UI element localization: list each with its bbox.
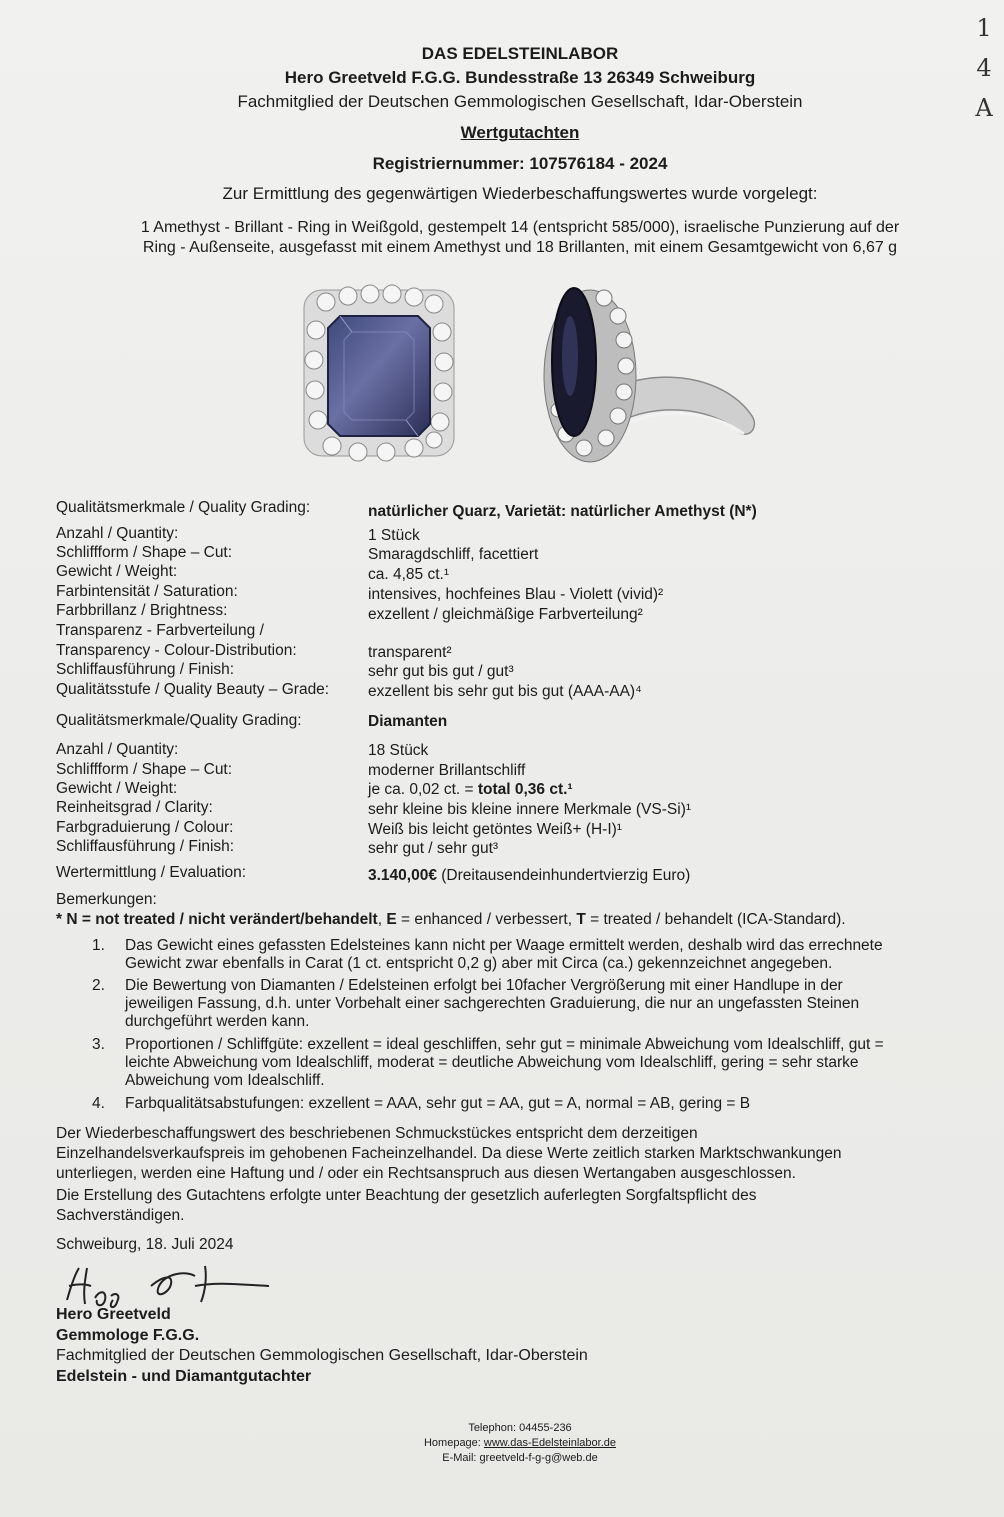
paragraph-line: unterliegen, werden eine Haftung und / oder ein Rechtsanspruch aus diesen Wertangaben ausgeschlossen. <box>56 1165 796 1182</box>
remark-line: jeweiligen Fassung, d.h. unter Vorbehalt einer sachgerechten Graduierung, die nur an ungefassten Steinen <box>125 995 860 1012</box>
footer-telephone: Telephon: 04455-236 <box>468 1422 572 1434</box>
margin-marks <box>964 8 1004 128</box>
homepage-link[interactable]: www.das-Edelsteinlabor.de <box>483 1437 616 1449</box>
remark-line: Farbqualitätsabstufungen: exzellent = AAA, sehr gut = AA, gut = A, normal = AB, gering = B <box>125 1095 751 1112</box>
paragraph-line: Die Erstellung des Gutachtens erfolgte unter Beachtung der gesetzlich auferlegten Sorgfaltspflicht des <box>56 1187 757 1204</box>
amethyst-row-label: Gewicht / Weight: <box>56 563 178 580</box>
amethyst-row-value: 1 Stück <box>368 527 420 544</box>
diamond-grading-value: Diamanten <box>368 713 448 730</box>
signer-name: Hero Greetveld <box>56 1306 171 1323</box>
amethyst-row-label: Schliffausführung / Finish: <box>56 661 235 678</box>
amethyst-row-label: Farbbrillanz / Brightness: <box>56 602 228 619</box>
margin-mark: A <box>975 94 993 122</box>
amethyst-row-label: Transparency - Colour-Distribution: <box>56 642 297 659</box>
registration-number: Registriernummer: 107576184 - 2024 <box>372 154 668 173</box>
remark-line: Das Gewicht eines gefassten Edelsteines kann nicht per Waage ermittelt werden, deshalb wird das errechnete <box>125 937 883 954</box>
remark-line: Die Bewertung von Diamanten / Edelsteinen erfolgt bei 10facher Vergrößerung mit einer Handlupe in der <box>125 977 843 994</box>
diamond-row-value: moderner Brillantschliff <box>368 762 526 779</box>
legend-e: E <box>386 911 397 928</box>
description-line: 1 Amethyst - Brillant - Ring in Weißgold, gestempelt 14 (entspricht 585/000), israelische Punzierung auf der <box>140 219 900 236</box>
homepage-label: Homepage: <box>423 1437 484 1449</box>
diamond-row-label: Farbgraduierung / Colour: <box>56 819 234 836</box>
legend-e-text: = enhanced / verbessert, <box>396 911 577 928</box>
signer-membership: Fachmitglied der Deutschen Gemmologischen Gesellschaft, Idar-Oberstein <box>56 1347 588 1364</box>
legend-t-text: = treated / behandelt (ICA-Standard). <box>585 911 846 928</box>
ring-front-photo <box>296 280 462 464</box>
diamond-row-value: Weiß bis leicht getöntes Weiß+ (H-I)¹ <box>368 821 622 838</box>
subtitle: Zur Ermittlung des gegenwärtigen Wiederbeschaffungswertes wurde vorgelegt: <box>222 184 818 203</box>
margin-mark: 4 <box>976 54 992 82</box>
amethyst-row-label: Schliffform / Shape – Cut: <box>56 544 233 561</box>
amethyst-row-label: Qualitätsstufe / Quality Beauty – Grade: <box>56 681 330 698</box>
remark-line: leichte Abweichung vom Idealschliff, moderat = deutliche Abweichung vom Idealschliff, gering = sehr starke <box>125 1054 859 1071</box>
diamond-row-value: 18 Stück <box>368 742 429 759</box>
amethyst-row-value: intensives, hochfeines Blau - Violett (vivid)² <box>368 586 664 603</box>
evaluation-value <box>368 866 690 885</box>
amethyst-row-value: Smaragdschliff, facettiert <box>368 546 539 563</box>
diamond-row-label: Reinheitsgrad / Clarity: <box>56 799 213 816</box>
liability-paragraph <box>56 1124 946 1184</box>
remark-line: durchgeführt werden kann. <box>125 1013 310 1030</box>
signer-role: Edelstein - und Diamantgutachter <box>56 1368 312 1385</box>
paragraph-line: Der Wiederbeschaffungswert des beschriebenen Schmuckstückes entspricht dem derzeitigen <box>56 1125 698 1142</box>
diligence-paragraph <box>56 1186 946 1226</box>
amethyst-row-label: Anzahl / Quantity: <box>56 525 179 542</box>
item-description <box>100 218 940 258</box>
evaluation-label: Wertermittlung / Evaluation: <box>56 864 247 881</box>
amethyst-row-value: transparent² <box>368 644 452 661</box>
remarks-title: Bemerkungen: <box>56 891 157 908</box>
evaluation-words: (Dreitausendeinhundertvierzig Euro) <box>436 867 691 884</box>
paragraph-line: Sachverständigen. <box>56 1207 185 1224</box>
ring-side-photo <box>522 276 764 466</box>
signer-title: Gemmologe F.G.G. <box>56 1327 200 1344</box>
place-date: Schweiburg, 18. Juli 2024 <box>56 1236 234 1253</box>
amethyst-row-value: exzellent / gleichmäßige Farbverteilung² <box>368 606 643 623</box>
legend-n: * N = not treated / nicht verändert/behandelt <box>56 911 378 928</box>
amethyst-grading-value: natürlicher Quarz, Varietät: natürlicher Amethyst (N*) <box>368 503 757 520</box>
amethyst-row-value: exzellent bis sehr gut bis gut (AAA-AA)⁴ <box>368 683 642 700</box>
footer-homepage <box>0 1437 1004 1450</box>
lab-membership: Fachmitglied der Deutschen Gemmologischen Gesellschaft, Idar-Oberstein <box>237 92 803 111</box>
remark-line: Proportionen / Schliffgüte: exzellent = ideal geschliffen, sehr gut = minimale Abweichung vom Idealschliff, gut = <box>125 1036 884 1053</box>
diamond-row-label: Anzahl / Quantity: <box>56 741 179 758</box>
description-line: Ring - Außenseite, ausgefasst mit einem Amethyst und 18 Brillanten, mit einem Gesamtgewicht von 6,67 g <box>142 239 898 256</box>
amethyst-row-value: ca. 4,85 ct.¹ <box>368 566 449 583</box>
remark-line: Abweichung vom Idealschliff. <box>125 1072 325 1089</box>
diamond-row-label: Gewicht / Weight: <box>56 780 178 797</box>
amethyst-row-value: sehr gut bis gut / gut³ <box>368 663 514 680</box>
treatment-legend: * N = not treated / nicht verändert/behandelt, E = enhanced / verbessert, T = treated / behandelt (ICA-Standard). <box>56 911 846 928</box>
margin-mark: 1 <box>976 14 992 42</box>
paragraph-line: Einzelhandelsverkaufspreis im gehobenen Facheinzelhandel. Da diese Werte zeitlich starken Marktschwankungen <box>56 1145 842 1162</box>
document-type: Wertgutachten <box>460 123 580 142</box>
diamond-row-value: sehr kleine bis kleine innere Merkmale (VS-Si)¹ <box>368 801 692 818</box>
remark-number: 2. <box>92 977 105 994</box>
diamond-row-value <box>368 780 573 799</box>
remark-line: Gewicht zwar ebenfalls in Carat (1 ct. entspricht 0,2 g) aber mit Circa (ca.) gekennzeichnet angegeben. <box>125 955 833 972</box>
diamond-row-label: Schliffform / Shape – Cut: <box>56 761 233 778</box>
remark-number: 4. <box>92 1095 105 1112</box>
weight-total: total 0,36 ct.¹ <box>477 781 573 798</box>
amethyst-row-label: Transparenz - Farbverteilung / <box>56 622 264 639</box>
amethyst-grading-label: Qualitätsmerkmale / Quality Grading: <box>56 499 311 516</box>
remark-number: 1. <box>92 937 105 954</box>
amethyst-row-label: Farbintensität / Saturation: <box>56 583 238 600</box>
remark-number: 3. <box>92 1036 105 1053</box>
lab-address: Hero Greetveld F.G.G. Bundesstraße 13 26349 Schweiburg <box>284 68 756 87</box>
legend-t: T <box>576 911 586 928</box>
weight-prefix: je ca. 0,02 ct. = <box>368 781 478 798</box>
footer-email: E-Mail: greetveld-f-g-g@web.de <box>442 1452 598 1464</box>
evaluation-amount: 3.140,00€ <box>368 867 437 884</box>
diamond-row-value: sehr gut / sehr gut³ <box>368 840 499 857</box>
diamond-row-label: Schliffausführung / Finish: <box>56 838 235 855</box>
lab-name: DAS EDELSTEINLABOR <box>421 44 619 63</box>
diamond-grading-label: Qualitätsmerkmale/Quality Grading: <box>56 712 302 729</box>
